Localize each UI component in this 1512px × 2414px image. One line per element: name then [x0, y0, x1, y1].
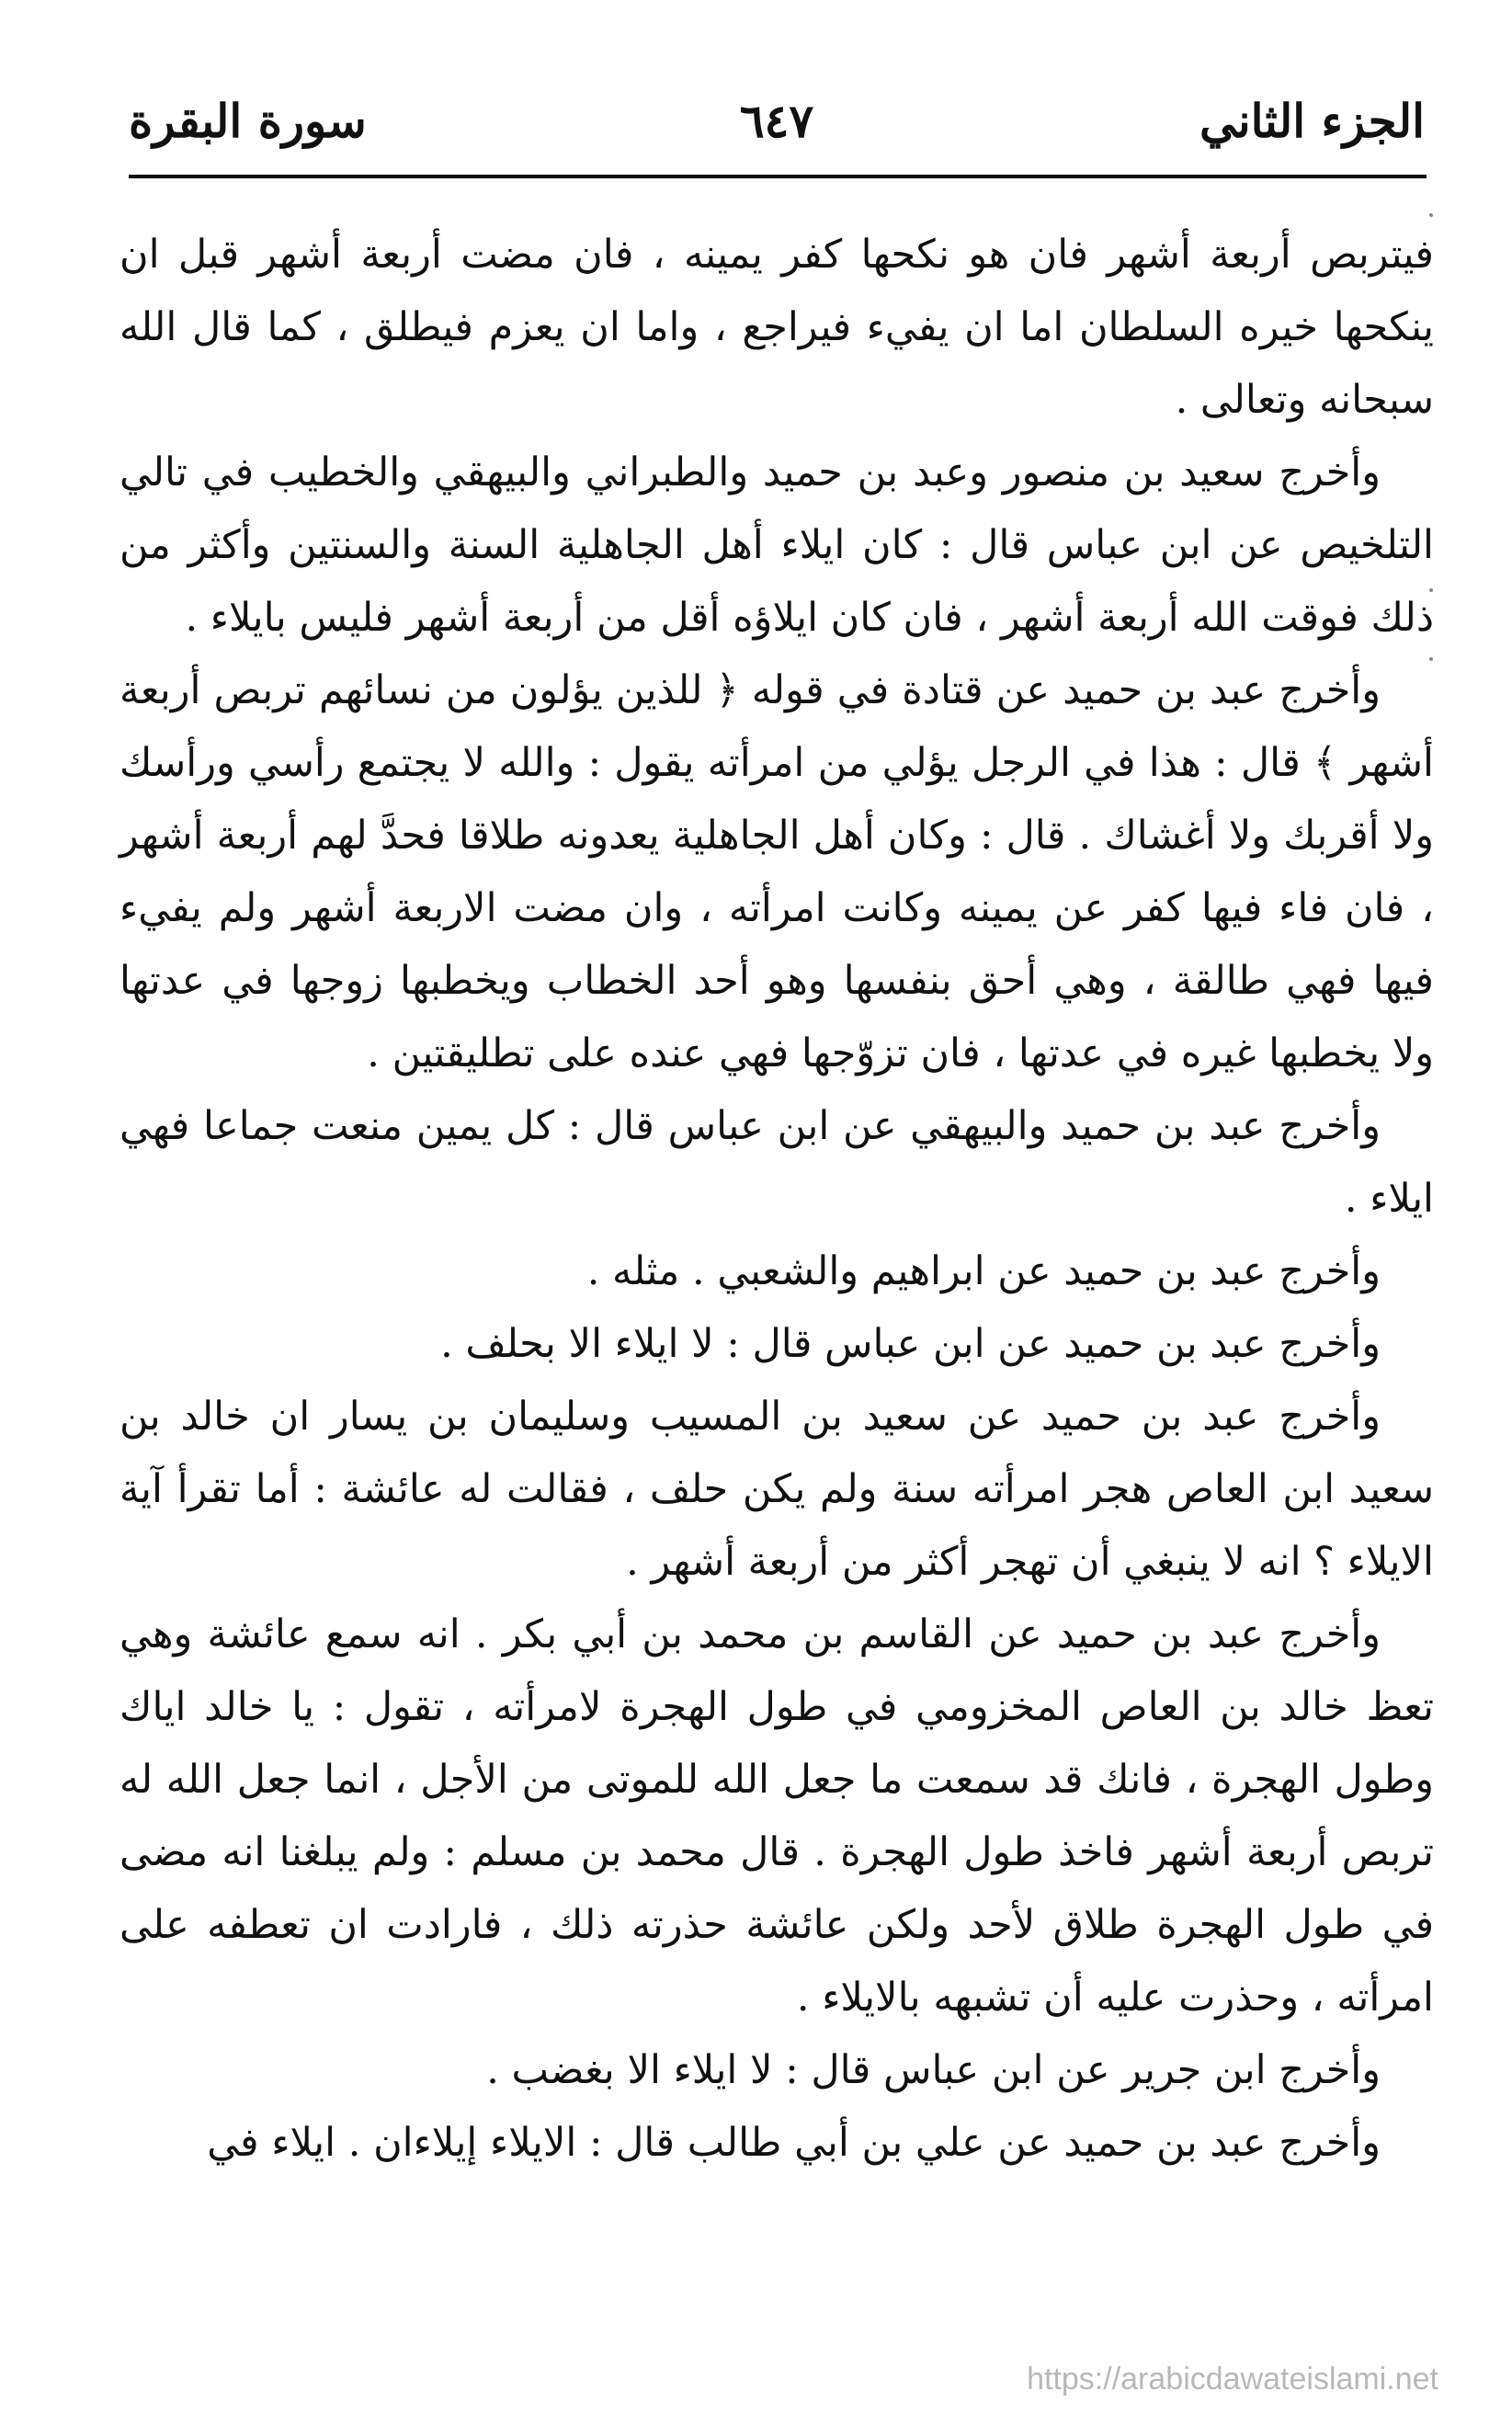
- watermark-url: https://arabicdawateislami.net: [1027, 2362, 1438, 2397]
- page-number: ٦٤٧: [739, 94, 814, 148]
- paragraph: وأخرج عبد بن حميد عن سعيد بن المسيب وسليمان بن يسار ان خالد بن سعيد ابن العاص هجر امرأته سنة ولم يكن حلف ، فقالت له عائشة : أما تقرأ آية الايلاء ؟ انه لا ينبغي أن تهجر أكثر من أربعة أشهر .: [119, 1394, 1434, 1585]
- paragraph: وأخرج عبد بن حميد عن قتادة في قوله ﴿ للذين يؤلون من نسائهم تربص أربعة أشهر ﴾ قال : هذا في الرجل يؤلي من امرأته يقول : والله لا يجتمع رأسي ورأسك ولا أقربك ولا أغشاك . قال : وكان أهل الجاهلية يعدونه طلاقا فحدَّ لهم أربعة أشهر ، فان فاء فيها كفر عن يمينه وكانت امرأته ، وان مضت الاربعة أشهر ولم يفيء فيها فهي طالقة ، وهي أحق بنفسها وهو أحد الخطاب ويخطبها زوجها في عدتها ولا يخطبها غيره في عدتها ، فان تزوّجها فهي عنده على تطليقتين .: [119, 667, 1434, 1076]
- surah-title: سورة البقرة: [129, 94, 367, 148]
- paragraph: وأخرج ابن جرير عن ابن عباس قال : لا ايلاء الا بغضب .: [486, 2047, 1381, 2093]
- scan-speck: [1429, 657, 1433, 661]
- header-rule: [129, 175, 1427, 178]
- paragraph: وأخرج عبد بن حميد عن علي بن أبي طالب قال : الايلاء إيلاءان . ايلاء في: [207, 2120, 1381, 2166]
- volume-part-label: الجزء الثاني: [1199, 94, 1425, 148]
- paragraph: وأخرج عبد بن حميد عن ابراهيم والشعبي . مثله .: [586, 1248, 1381, 1294]
- paragraph: وأخرج عبد بن حميد عن القاسم بن محمد بن أبي بكر . انه سمع عائشة وهي تعظ خالد بن العاص المخزومي في طول الهجرة لامرأته ، تقول : يا خالد اياك وطول الهجرة ، فانك قد سمعت ما جعل الله للموتى من الأجل ، انما جعل الله له تربص أربعة أشهر فاخذ طول الهجرة . قال محمد بن مسلم : ولم يبلغنا انه مضى في طول الهجرة طلاق لأحد ولكن عائشة حذرته ذلك ، فارادت ان تعطفه على امرأته ، وحذرت عليه أن تشبهه بالايلاء .: [119, 1611, 1434, 2021]
- page-body: [119, 219, 1434, 2180]
- paragraph: وأخرج سعيد بن منصور وعبد بن حميد والطبراني والبيهقي والخطيب في تالي التلخيص عن ابن عباس قال : كان ايلاء أهل الجاهلية السنة والسنتين وأكثر من ذلك فوقت الله أربعة أشهر ، فان كان ايلاؤه أقل من أربعة أشهر فليس بايلاء .: [119, 450, 1434, 641]
- scan-speck: [1429, 213, 1433, 217]
- scan-speck: [1429, 588, 1433, 592]
- paragraph: وأخرج عبد بن حميد والبيهقي عن ابن عباس قال : كل يمين منعت جماعا فهي ايلاء .: [119, 1103, 1434, 1222]
- page-header: [129, 85, 1425, 158]
- paragraph-continuation: فيتربص أربعة أشهر فان هو نكحها كفر يمينه ، فان مضت أربعة أشهر قبل ان ينكحها خيره السلطان اما ان يفيء فيراجع ، واما ان يعزم فيطلق ، كما قال الله سبحانه وتعالى .: [119, 232, 1434, 423]
- paragraph: وأخرج عبد بن حميد عن ابن عباس قال : لا ايلاء الا بحلف .: [440, 1321, 1381, 1367]
